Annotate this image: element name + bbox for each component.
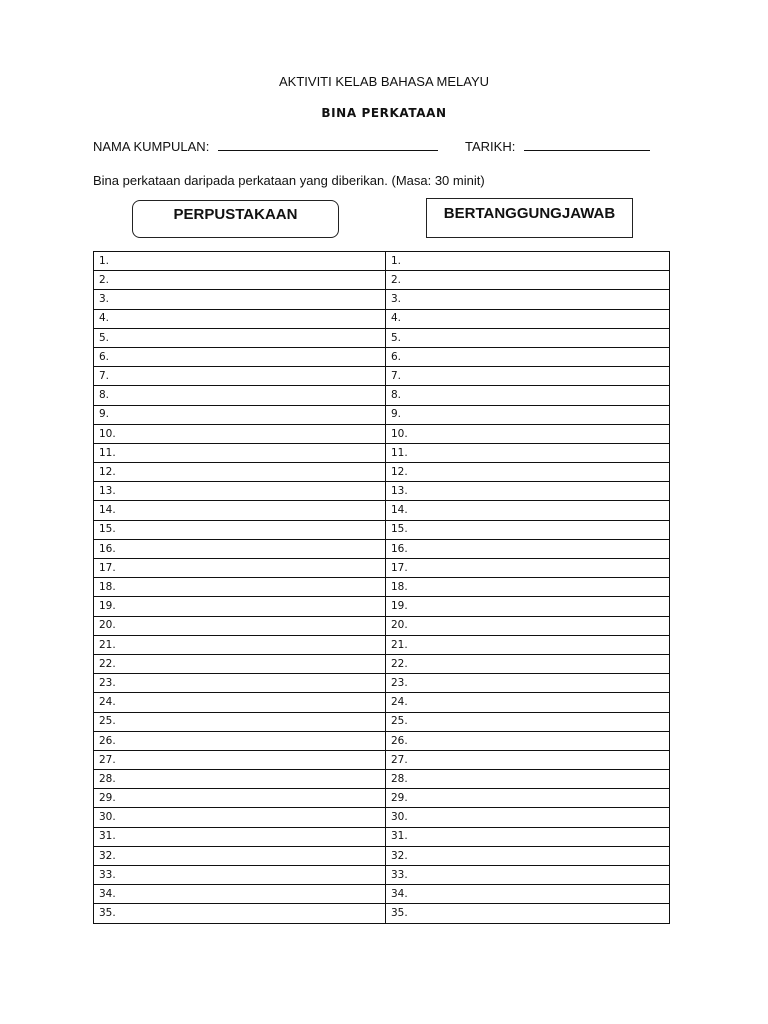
- answer-cell-left[interactable]: 13.: [94, 482, 386, 501]
- group-name-line: [93, 137, 438, 154]
- answer-cell-left[interactable]: 20.: [94, 616, 386, 635]
- table-row: [94, 386, 670, 405]
- answer-cell-right[interactable]: 10.: [386, 424, 670, 443]
- answer-table-body: [94, 252, 670, 924]
- answer-cell-right[interactable]: 13.: [386, 482, 670, 501]
- answer-cell-left[interactable]: 6.: [94, 347, 386, 366]
- table-row: [94, 866, 670, 885]
- table-row: [94, 290, 670, 309]
- table-row: [94, 309, 670, 328]
- answer-cell-right[interactable]: 16.: [386, 539, 670, 558]
- answer-cell-right[interactable]: 24.: [386, 693, 670, 712]
- answer-cell-left[interactable]: 8.: [94, 386, 386, 405]
- answer-cell-right[interactable]: 21.: [386, 635, 670, 654]
- answer-cell-right[interactable]: 30.: [386, 808, 670, 827]
- table-row: [94, 520, 670, 539]
- answer-cell-left[interactable]: 25.: [94, 712, 386, 731]
- answer-cell-left[interactable]: 33.: [94, 866, 386, 885]
- answer-cell-right[interactable]: 23.: [386, 674, 670, 693]
- answer-cell-left[interactable]: 10.: [94, 424, 386, 443]
- answer-cell-left[interactable]: 22.: [94, 654, 386, 673]
- answer-cell-left[interactable]: 28.: [94, 770, 386, 789]
- answer-cell-right[interactable]: 31.: [386, 827, 670, 846]
- answer-cell-right[interactable]: 20.: [386, 616, 670, 635]
- answer-cell-left[interactable]: 1.: [94, 252, 386, 271]
- group-name-label: NAMA KUMPULAN:: [93, 139, 210, 154]
- table-row: [94, 597, 670, 616]
- answer-cell-left[interactable]: 30.: [94, 808, 386, 827]
- answer-cell-right[interactable]: 35.: [386, 904, 670, 923]
- answer-cell-right[interactable]: 4.: [386, 309, 670, 328]
- answer-cell-right[interactable]: 12.: [386, 463, 670, 482]
- answer-cell-left[interactable]: 18.: [94, 578, 386, 597]
- answer-cell-left[interactable]: 24.: [94, 693, 386, 712]
- answer-cell-right[interactable]: 19.: [386, 597, 670, 616]
- answer-cell-right[interactable]: 5.: [386, 328, 670, 347]
- table-row: [94, 463, 670, 482]
- answer-cell-right[interactable]: 18.: [386, 578, 670, 597]
- answer-cell-right[interactable]: 6.: [386, 347, 670, 366]
- table-row: [94, 846, 670, 865]
- date-line: [465, 137, 650, 154]
- answer-cell-left[interactable]: 2.: [94, 271, 386, 290]
- table-row: [94, 271, 670, 290]
- answer-cell-left[interactable]: 15.: [94, 520, 386, 539]
- answer-cell-left[interactable]: 16.: [94, 539, 386, 558]
- answer-cell-right[interactable]: 27.: [386, 750, 670, 769]
- answer-cell-left[interactable]: 19.: [94, 597, 386, 616]
- table-row: [94, 252, 670, 271]
- word-box-perpustakaan: PERPUSTAKAAN: [132, 200, 339, 238]
- answer-cell-left[interactable]: 34.: [94, 885, 386, 904]
- table-row: [94, 712, 670, 731]
- answer-table: [93, 251, 670, 924]
- table-row: [94, 347, 670, 366]
- answer-cell-right[interactable]: 25.: [386, 712, 670, 731]
- answer-cell-left[interactable]: 35.: [94, 904, 386, 923]
- answer-cell-left[interactable]: 5.: [94, 328, 386, 347]
- answer-cell-right[interactable]: 9.: [386, 405, 670, 424]
- table-row: [94, 674, 670, 693]
- table-row: [94, 559, 670, 578]
- table-row: [94, 904, 670, 923]
- worksheet-title: AKTIVITI KELAB BAHASA MELAYU: [279, 74, 489, 89]
- word-box-bertanggungjawab: BERTANGGUNGJAWAB: [426, 198, 633, 238]
- table-row: [94, 808, 670, 827]
- instruction-text: Bina perkataan daripada perkataan yang diberikan. (Masa: 30 minit): [93, 173, 485, 188]
- answer-cell-left[interactable]: 31.: [94, 827, 386, 846]
- table-row: [94, 827, 670, 846]
- answer-cell-right[interactable]: 28.: [386, 770, 670, 789]
- table-row: [94, 328, 670, 347]
- table-row: [94, 424, 670, 443]
- table-row: [94, 405, 670, 424]
- answer-cell-left[interactable]: 9.: [94, 405, 386, 424]
- group-name-blank[interactable]: [218, 137, 438, 151]
- answer-cell-left[interactable]: 23.: [94, 674, 386, 693]
- answer-cell-left[interactable]: 3.: [94, 290, 386, 309]
- worksheet-subtitle: BINA PERKATAAN: [321, 106, 447, 120]
- answer-cell-left[interactable]: 26.: [94, 731, 386, 750]
- answer-cell-left[interactable]: 32.: [94, 846, 386, 865]
- answer-cell-right[interactable]: 14.: [386, 501, 670, 520]
- answer-cell-right[interactable]: 17.: [386, 559, 670, 578]
- answer-cell-right[interactable]: 34.: [386, 885, 670, 904]
- table-row: [94, 367, 670, 386]
- answer-cell-right[interactable]: 29.: [386, 789, 670, 808]
- date-blank[interactable]: [524, 137, 650, 151]
- table-row: [94, 501, 670, 520]
- answer-cell-right[interactable]: 11.: [386, 443, 670, 462]
- answer-cell-right[interactable]: 22.: [386, 654, 670, 673]
- table-row: [94, 693, 670, 712]
- answer-cell-right[interactable]: 33.: [386, 866, 670, 885]
- answer-cell-right[interactable]: 2.: [386, 271, 670, 290]
- answer-cell-left[interactable]: 12.: [94, 463, 386, 482]
- answer-cell-right[interactable]: 1.: [386, 252, 670, 271]
- answer-cell-left[interactable]: 11.: [94, 443, 386, 462]
- answer-cell-right[interactable]: 32.: [386, 846, 670, 865]
- table-row: [94, 731, 670, 750]
- answer-cell-right[interactable]: 15.: [386, 520, 670, 539]
- table-row: [94, 885, 670, 904]
- answer-cell-left[interactable]: 4.: [94, 309, 386, 328]
- answer-cell-left[interactable]: 21.: [94, 635, 386, 654]
- answer-cell-left[interactable]: 27.: [94, 750, 386, 769]
- answer-cell-right[interactable]: 26.: [386, 731, 670, 750]
- answer-cell-right[interactable]: 8.: [386, 386, 670, 405]
- table-row: [94, 770, 670, 789]
- table-row: [94, 654, 670, 673]
- date-label: TARIKH:: [465, 139, 516, 154]
- table-row: [94, 482, 670, 501]
- table-row: [94, 750, 670, 769]
- table-row: [94, 635, 670, 654]
- table-row: [94, 789, 670, 808]
- answer-cell-left[interactable]: 7.: [94, 367, 386, 386]
- answer-cell-left[interactable]: 29.: [94, 789, 386, 808]
- answer-cell-right[interactable]: 7.: [386, 367, 670, 386]
- answer-cell-left[interactable]: 14.: [94, 501, 386, 520]
- answer-cell-right[interactable]: 3.: [386, 290, 670, 309]
- answer-cell-left[interactable]: 17.: [94, 559, 386, 578]
- table-row: [94, 539, 670, 558]
- table-row: [94, 443, 670, 462]
- table-row: [94, 616, 670, 635]
- table-row: [94, 578, 670, 597]
